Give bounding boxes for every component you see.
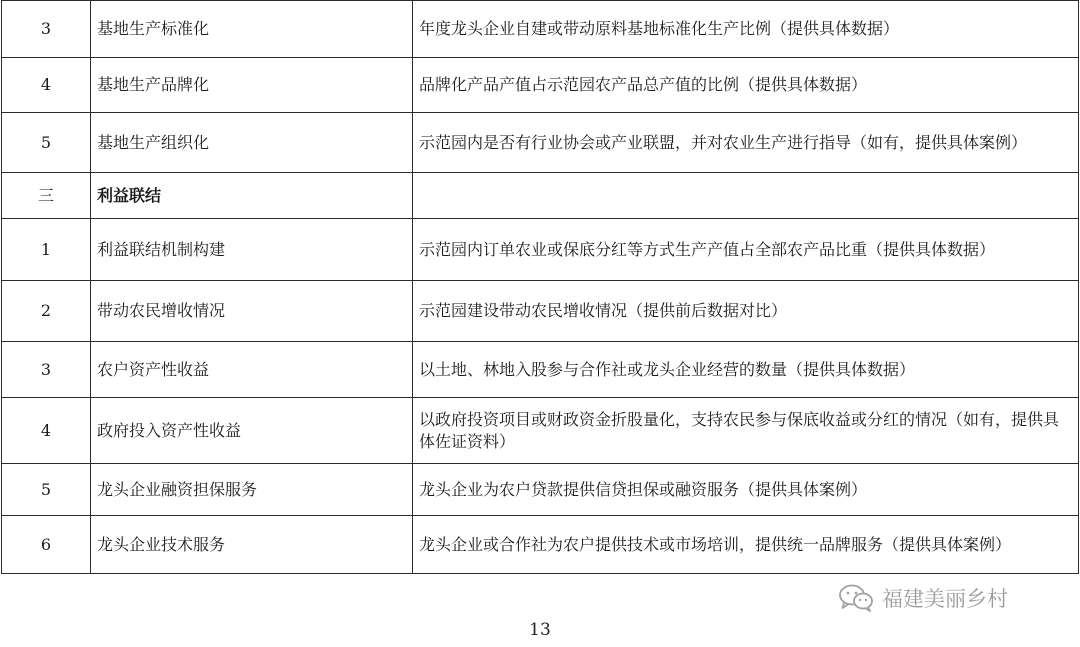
- table-row: [2, 281, 1079, 342]
- indicator-description: 示范园内订单农业或保底分红等方式生产产值占全部农产品比重（提供具体数据）: [413, 219, 1079, 281]
- table-row: [2, 1, 1079, 58]
- indicator-description: 龙头企业为农户贷款提供信贷担保或融资服务（提供具体案例）: [413, 464, 1079, 516]
- table-row: [2, 113, 1079, 173]
- indicator-description: 示范园建设带动农民增收情况（提供前后数据对比）: [413, 281, 1079, 342]
- row-number: 5: [2, 464, 91, 516]
- table-row: [2, 516, 1079, 574]
- row-number: 4: [2, 58, 91, 113]
- indicator-name: 带动农民增收情况: [91, 281, 413, 342]
- section-description: [413, 173, 1079, 219]
- wechat-icon: [838, 584, 874, 612]
- table-row: [2, 398, 1079, 464]
- row-number: 1: [2, 219, 91, 281]
- indicator-description: 示范园内是否有行业协会或产业联盟，并对农业生产进行指导（如有，提供具体案例）: [413, 113, 1079, 173]
- indicator-description: 品牌化产品产值占示范园农产品总产值的比例（提供具体数据）: [413, 58, 1079, 113]
- table-row: [2, 58, 1079, 113]
- section-number: 三: [2, 173, 91, 219]
- row-number: 3: [2, 1, 91, 58]
- table-row: [2, 464, 1079, 516]
- row-number: 6: [2, 516, 91, 574]
- page-number: 13: [529, 620, 551, 640]
- row-number: 5: [2, 113, 91, 173]
- indicator-description: 以土地、林地入股参与合作社或龙头企业经营的数量（提供具体数据）: [413, 342, 1079, 398]
- row-number: 4: [2, 398, 91, 464]
- indicator-name: 政府投入资产性收益: [91, 398, 413, 464]
- indicator-name: 基地生产标准化: [91, 1, 413, 58]
- table-row: [2, 219, 1079, 281]
- indicator-description: 年度龙头企业自建或带动原料基地标准化生产比例（提供具体数据）: [413, 1, 1079, 58]
- indicator-name: 农户资产性收益: [91, 342, 413, 398]
- indicator-table: [1, 0, 1079, 574]
- indicator-name: 基地生产品牌化: [91, 58, 413, 113]
- indicator-name: 龙头企业融资担保服务: [91, 464, 413, 516]
- watermark: [838, 583, 1008, 613]
- indicator-description: 以政府投资项目或财政资金折股量化，支持农民参与保底收益或分红的情况（如有，提供具体佐证资料）: [413, 398, 1079, 464]
- section-title: 利益联结: [91, 173, 413, 219]
- table-row: [2, 342, 1079, 398]
- section-row: [2, 173, 1079, 219]
- indicator-name: 基地生产组织化: [91, 113, 413, 173]
- indicator-description: 龙头企业或合作社为农户提供技术或市场培训，提供统一品牌服务（提供具体案例）: [413, 516, 1079, 574]
- row-number: 3: [2, 342, 91, 398]
- indicator-name: 龙头企业技术服务: [91, 516, 413, 574]
- watermark-text: 福建美丽乡村: [882, 587, 1008, 611]
- row-number: 2: [2, 281, 91, 342]
- indicator-name: 利益联结机制构建: [91, 219, 413, 281]
